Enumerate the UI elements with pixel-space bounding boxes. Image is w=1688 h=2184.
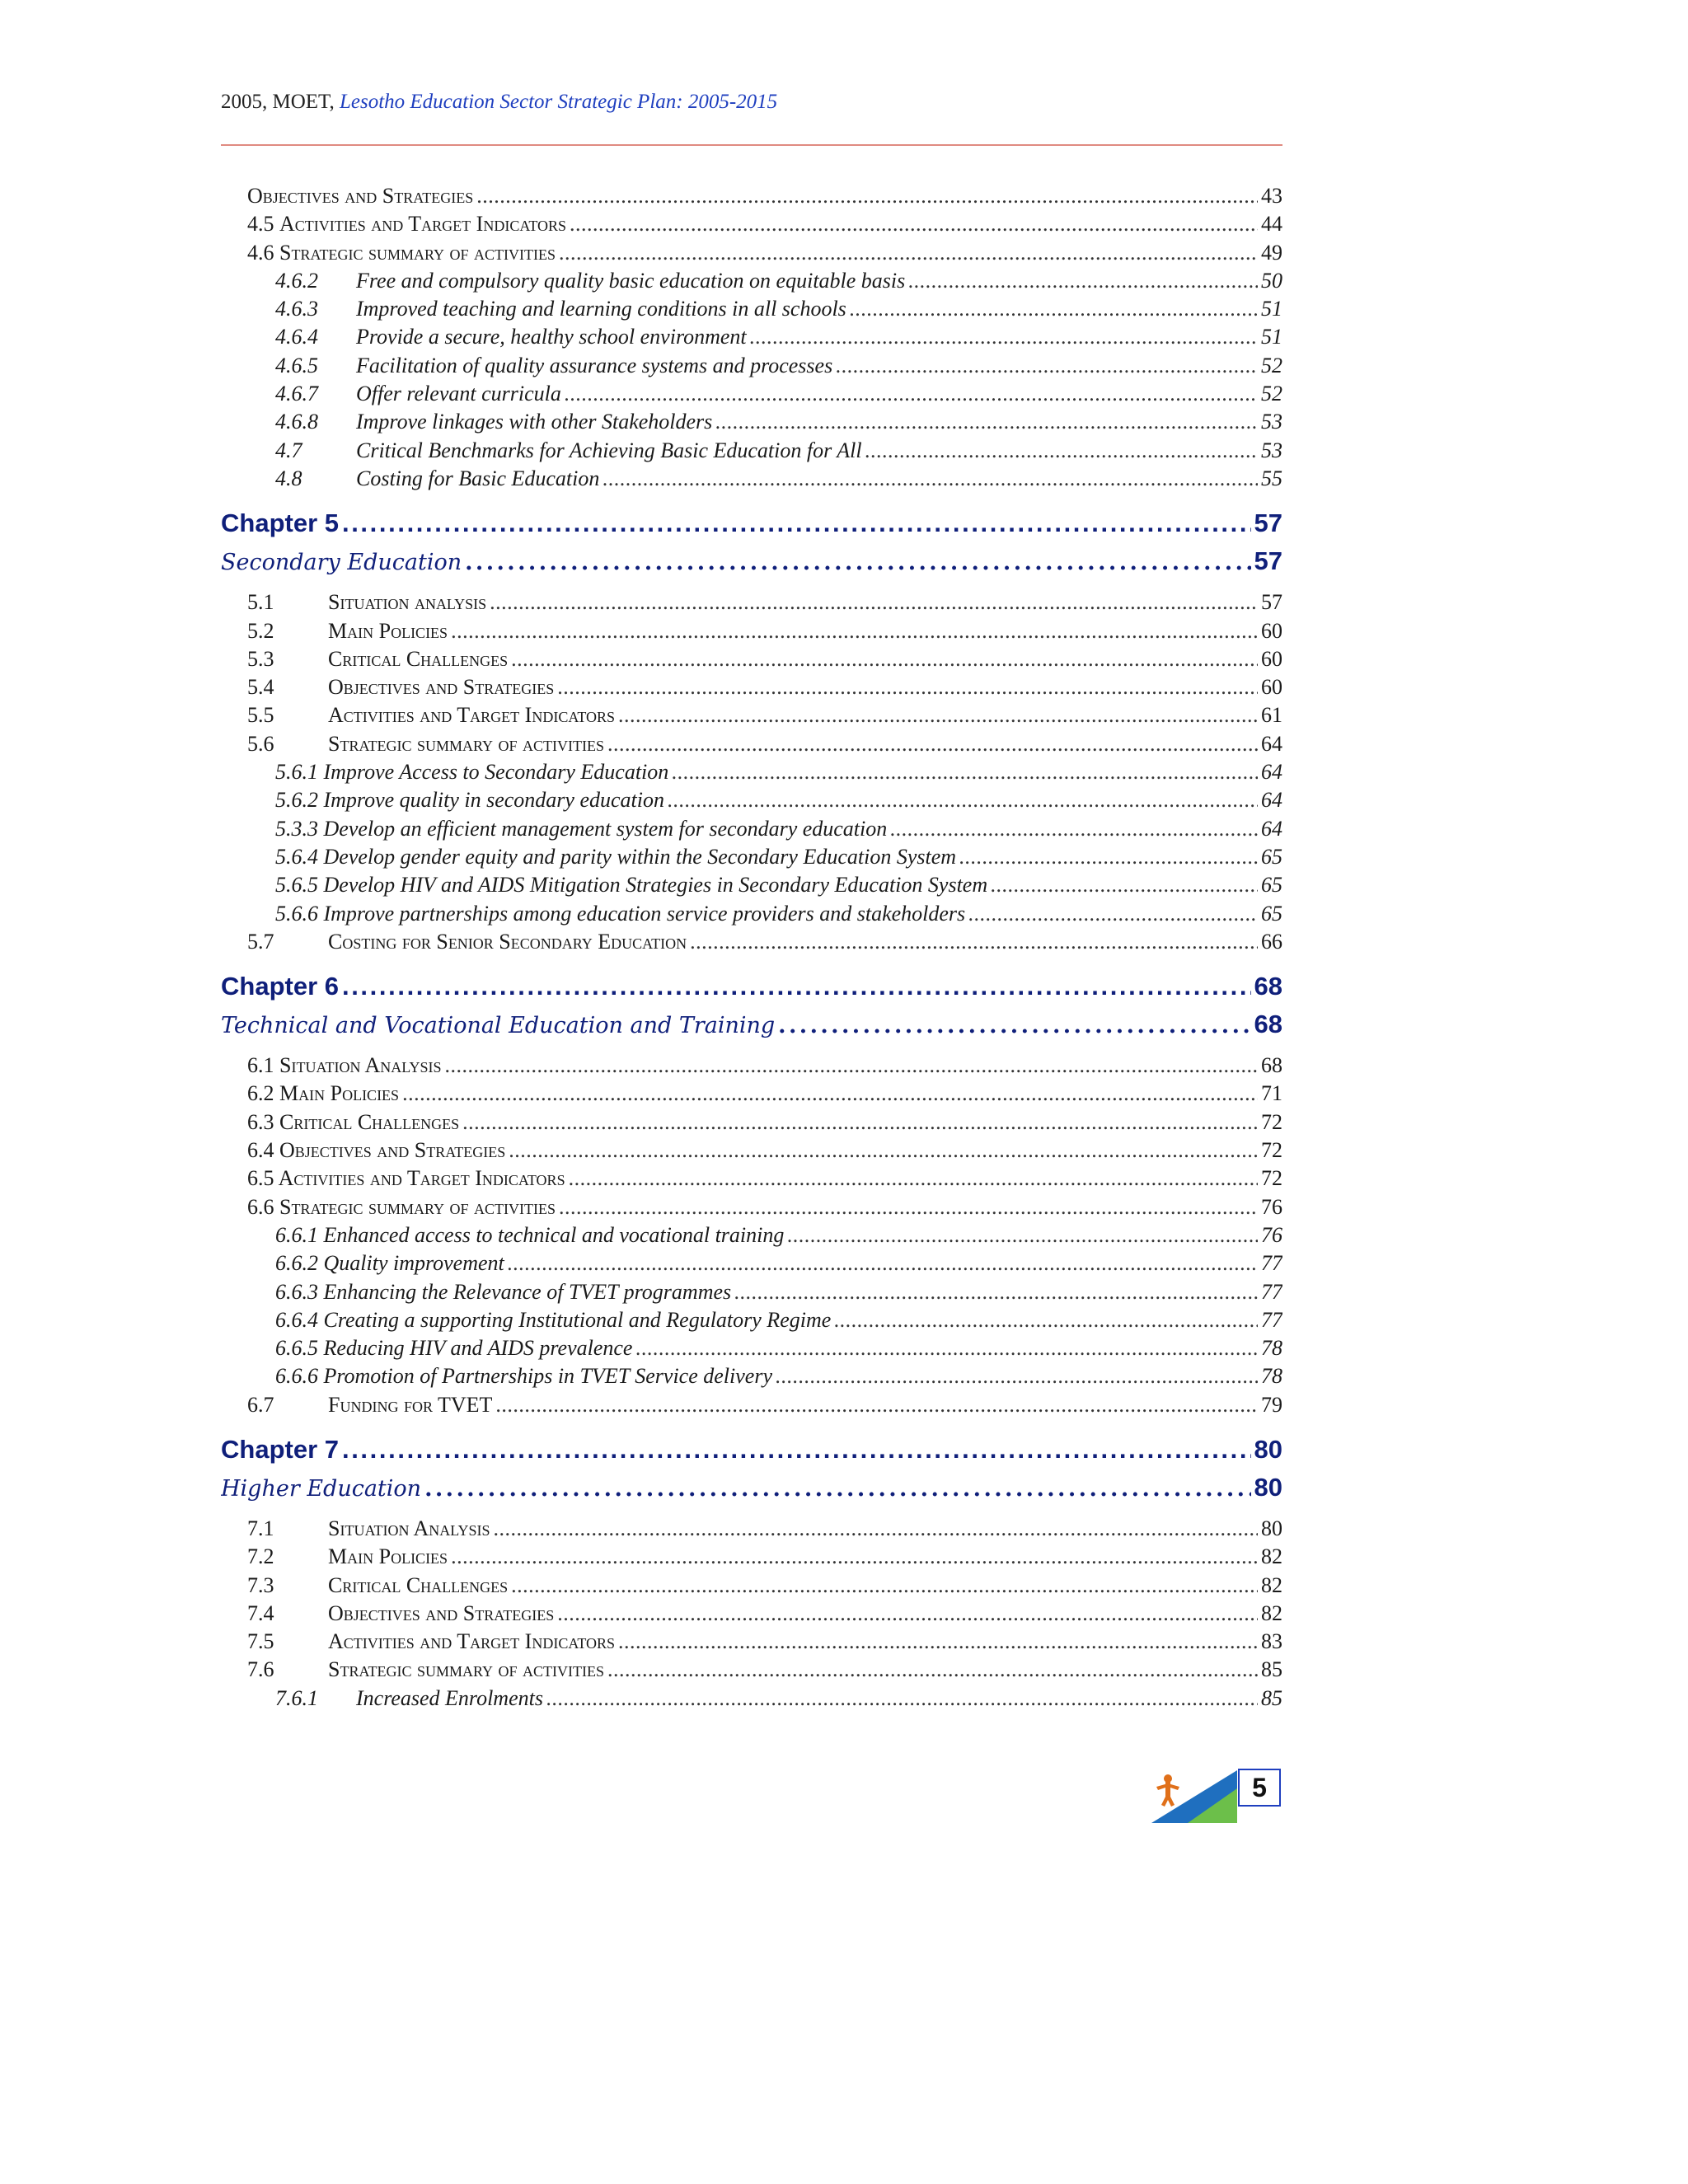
toc-chapter-heading[interactable]	[221, 968, 1282, 1005]
toc-entry-number: 7.1	[247, 1516, 274, 1540]
toc-entry-label: Activities and Target Indicators	[328, 1629, 616, 1654]
toc-entry[interactable]	[221, 645, 1282, 673]
table-of-contents	[221, 182, 1282, 1713]
toc-entry-number: 7.5	[247, 1629, 274, 1654]
toc-entry-label: Strategic summary of activities	[279, 240, 556, 265]
toc-entry-label: 6.3 Critical Challenges	[247, 1109, 460, 1134]
toc-entry-label: 6.4 Objectives and Strategies	[247, 1138, 506, 1163]
toc-entry-page: 61	[1261, 703, 1282, 728]
toc-entry[interactable]	[221, 182, 1282, 210]
toc-leader	[865, 437, 1258, 465]
toc-entry[interactable]	[221, 758, 1282, 786]
toc-leader	[565, 380, 1258, 408]
toc-entry-number: 4.6.7	[275, 382, 318, 406]
toc-entry[interactable]	[221, 1572, 1282, 1600]
toc-entry-page: 51	[1261, 325, 1282, 349]
toc-leader	[607, 730, 1258, 758]
toc-entry[interactable]	[221, 1165, 1282, 1193]
toc-entry-number: 5.1	[247, 590, 274, 615]
toc-entry-label: 6.6 Strategic summary of activities	[247, 1194, 556, 1219]
toc-leader	[559, 239, 1258, 267]
toc-leader	[424, 1470, 1250, 1507]
toc-entry-page: 65	[1261, 901, 1282, 926]
toc-leader	[890, 815, 1258, 843]
toc-entry-label: 6.6.2 Quality improvement	[275, 1251, 504, 1276]
toc-entry[interactable]	[221, 295, 1282, 323]
running-header	[221, 86, 1284, 119]
toc-leader	[834, 1306, 1258, 1334]
toc-entry-number: 7.6.1	[275, 1685, 318, 1710]
toc-entry-label: Improved teaching and learning conditions in all schools	[356, 297, 846, 321]
toc-leader	[991, 871, 1258, 899]
toc-entry-label: 6.6.5 Reducing HIV and AIDS prevalence	[275, 1336, 633, 1361]
toc-entry-page: 64	[1261, 731, 1282, 756]
toc-leader	[569, 1165, 1258, 1193]
toc-entry-number: 7.6	[247, 1657, 274, 1682]
toc-entry-label: Strategic summary of activities	[328, 731, 604, 756]
toc-entry[interactable]	[221, 1362, 1282, 1390]
toc-entry[interactable]	[221, 323, 1282, 351]
toc-leader	[908, 267, 1258, 295]
toc-leader	[451, 1543, 1258, 1571]
toc-part-page: 80	[1254, 1472, 1282, 1502]
toc-entry-number: 4.6.4	[275, 325, 318, 349]
toc-entry[interactable]	[221, 1656, 1282, 1684]
toc-entry[interactable]	[221, 871, 1282, 899]
toc-entry[interactable]	[221, 1543, 1282, 1571]
toc-entry-page: 78	[1261, 1364, 1282, 1389]
toc-entry[interactable]	[221, 1515, 1282, 1543]
toc-leader	[750, 323, 1258, 351]
toc-chapter-page: 80	[1254, 1434, 1282, 1464]
toc-chapter-label: Chapter 5	[221, 509, 339, 538]
toc-entry-number: 4.6.5	[275, 353, 318, 377]
toc-part-label: Secondary Education	[221, 550, 462, 576]
toc-entry-number: 5.5	[247, 703, 274, 728]
toc-leader	[342, 968, 1251, 1005]
toc-entry-number: 4.6.8	[275, 410, 318, 434]
toc-entry[interactable]	[221, 239, 1282, 267]
toc-entry-label: 5.3.3 Develop an efficient management system for secondary education	[275, 816, 888, 841]
toc-entry-label: Objectives and Strategies	[328, 675, 555, 700]
toc-leader	[672, 758, 1258, 786]
toc-entry-label: Increased Enrolments	[356, 1685, 543, 1710]
toc-entry[interactable]	[221, 1137, 1282, 1165]
toc-entry-page: 82	[1261, 1572, 1282, 1597]
toc-leader	[546, 1685, 1258, 1713]
toc-leader	[603, 465, 1258, 493]
toc-entry-label: 6.1 Situation Analysis	[247, 1053, 442, 1078]
toc-entry-page: 85	[1261, 1657, 1282, 1682]
toc-entry-page: 79	[1261, 1392, 1282, 1417]
toc-entry-label: Critical Challenges	[328, 1572, 509, 1597]
toc-chapter-page: 68	[1254, 972, 1282, 1001]
toc-entry-label: Activities and Target Indicators	[328, 703, 616, 728]
toc-entry-page: 83	[1261, 1629, 1282, 1654]
toc-leader	[342, 1431, 1251, 1469]
toc-entry-label: Objectives and Strategies	[247, 184, 474, 208]
toc-leader	[715, 408, 1258, 436]
toc-leader	[511, 645, 1258, 673]
toc-entry-page: 64	[1261, 816, 1282, 841]
toc-entry-number: 4.5	[247, 212, 274, 237]
toc-part-label: Higher Education	[221, 1475, 422, 1502]
toc-entry-page: 72	[1261, 1138, 1282, 1163]
toc-entry[interactable]	[221, 900, 1282, 928]
toc-leader	[508, 1249, 1258, 1277]
toc-entry-label: 5.6.5 Develop HIV and AIDS Mitigation Strategies in Secondary Education System	[275, 873, 988, 898]
toc-entry-number: 5.2	[247, 618, 274, 643]
toc-entry-page: 76	[1261, 1222, 1282, 1247]
toc-leader	[618, 1628, 1258, 1656]
toc-entry-label: Provide a secure, healthy school environment	[356, 325, 747, 349]
toc-entry-page: 49	[1261, 240, 1282, 265]
toc-entry-page: 76	[1261, 1194, 1282, 1219]
toc-entry-label: 6.2 Main Policies	[247, 1081, 400, 1106]
toc-entry-label: 6.6.1 Enhanced access to technical and vocational training	[275, 1222, 785, 1247]
toc-entry-page: 50	[1261, 268, 1282, 293]
toc-entry-number: 4.6.3	[275, 297, 318, 321]
toc-entry-page: 64	[1261, 788, 1282, 813]
toc-entry[interactable]	[221, 617, 1282, 645]
logo-emblem-icon	[1156, 1774, 1179, 1807]
toc-leader	[618, 701, 1258, 729]
toc-leader	[559, 1193, 1258, 1221]
toc-chapter-label: Chapter 6	[221, 972, 339, 1001]
toc-entry-label: Strategic summary of activities	[328, 1657, 604, 1682]
toc-entry-page: 64	[1261, 760, 1282, 785]
toc-entry-label: Critical Challenges	[328, 646, 509, 671]
toc-entry-number: 7.3	[247, 1572, 274, 1597]
toc-entry-page: 65	[1261, 844, 1282, 869]
toc-entry-page: 82	[1261, 1544, 1282, 1569]
toc-leader	[511, 1572, 1258, 1600]
toc-leader	[445, 1052, 1259, 1080]
toc-leader	[959, 843, 1258, 871]
toc-entry-label: Facilitation of quality assurance systems and processes	[356, 353, 833, 377]
header-document-title: Lesotho Education Sector Strategic Plan: 2005-2015	[339, 91, 778, 113]
toc-entry-number: 4.7	[275, 438, 302, 462]
toc-entry-page: 65	[1261, 873, 1282, 898]
toc-entry[interactable]	[221, 437, 1282, 465]
toc-entry[interactable]	[221, 210, 1282, 238]
toc-entry-label: Critical Benchmarks for Achieving Basic Education for All	[356, 438, 862, 462]
toc-entry[interactable]	[221, 465, 1282, 493]
toc-entry-number: 4.8	[275, 466, 302, 490]
toc-entry-page: 53	[1261, 438, 1282, 462]
toc-entry-label: 6.6.6 Promotion of Partnerships in TVET Service delivery	[275, 1364, 772, 1389]
toc-entry-label: Main Policies	[328, 618, 448, 643]
toc-entry-label: 5.6.4 Develop gender equity and parity within the Secondary Education System	[275, 844, 957, 869]
toc-entry-number: 7.4	[247, 1601, 274, 1625]
toc-entry[interactable]	[221, 843, 1282, 871]
toc-leader	[690, 928, 1258, 956]
toc-entry-page: 85	[1261, 1685, 1282, 1710]
toc-entry-label: Improve linkages with other Stakeholders	[356, 410, 713, 434]
toc-part-label: Technical and Vocational Education and Training	[221, 1013, 776, 1039]
toc-chapter-heading[interactable]	[221, 504, 1282, 542]
toc-leader	[734, 1278, 1258, 1306]
toc-entry-label: Costing for Basic Education	[356, 466, 600, 490]
toc-leader	[342, 504, 1251, 542]
toc-leader	[465, 544, 1250, 580]
toc-entry-page: 52	[1261, 382, 1282, 406]
toc-entry-page: 71	[1261, 1081, 1282, 1106]
toc-entry-page: 77	[1261, 1279, 1282, 1304]
toc-leader	[776, 1362, 1258, 1390]
toc-entry-page: 72	[1261, 1166, 1282, 1191]
toc-entry-label: Offer relevant curricula	[356, 382, 561, 406]
toc-entry-page: 77	[1261, 1251, 1282, 1276]
toc-leader	[557, 1600, 1258, 1628]
toc-entry-page: 78	[1261, 1336, 1282, 1361]
toc-part-page: 57	[1254, 546, 1282, 576]
toc-entry-page: 43	[1261, 184, 1282, 208]
toc-entry-number: 6.7	[247, 1392, 274, 1417]
toc-entry-number: 5.4	[247, 675, 274, 700]
toc-entry-label: 6.6.4 Creating a supporting Institutional and Regulatory Regime	[275, 1307, 832, 1332]
toc-entry-page: 80	[1261, 1516, 1282, 1540]
toc-entry-number: 4.6	[247, 240, 274, 265]
toc-entry-label: Situation Analysis	[328, 1516, 490, 1540]
toc-part-heading[interactable]	[221, 1005, 1282, 1043]
header-rule	[221, 144, 1282, 146]
toc-entry-label: Activities and Target Indicators	[279, 212, 567, 237]
toc-entry[interactable]	[221, 1628, 1282, 1656]
page-number: 5	[1238, 1769, 1281, 1807]
toc-entry[interactable]	[221, 588, 1282, 616]
toc-entry-number: 7.2	[247, 1544, 274, 1569]
toc-leader	[451, 617, 1258, 645]
toc-leader	[402, 1080, 1258, 1108]
toc-entry-page: 66	[1261, 929, 1282, 954]
header-prefix: 2005, MOET,	[221, 91, 335, 113]
toc-entry[interactable]	[221, 1249, 1282, 1277]
toc-leader	[494, 1515, 1259, 1543]
toc-entry-page: 72	[1261, 1109, 1282, 1134]
toc-leader	[557, 673, 1258, 701]
toc-entry[interactable]	[221, 1193, 1282, 1221]
toc-leader	[778, 1007, 1250, 1043]
toc-leader	[490, 588, 1258, 616]
toc-entry-page: 77	[1261, 1307, 1282, 1332]
toc-entry-label: 5.6.1 Improve Access to Secondary Education	[275, 760, 669, 785]
toc-entry-page: 57	[1261, 590, 1282, 615]
toc-part-page: 68	[1254, 1010, 1282, 1039]
toc-entry-page: 82	[1261, 1601, 1282, 1625]
toc-entry[interactable]	[221, 673, 1282, 701]
toc-entry-label: Main Policies	[328, 1544, 448, 1569]
toc-leader	[607, 1656, 1258, 1684]
toc-entry[interactable]	[221, 1108, 1282, 1137]
toc-entry-page: 53	[1261, 410, 1282, 434]
toc-entry[interactable]	[221, 1052, 1282, 1080]
toc-entry[interactable]	[221, 380, 1282, 408]
toc-leader	[850, 295, 1258, 323]
toc-part-heading[interactable]	[221, 542, 1282, 580]
toc-entry[interactable]	[221, 1278, 1282, 1306]
toc-entry-number: 4.6.2	[275, 268, 318, 293]
toc-entry[interactable]	[221, 352, 1282, 380]
toc-entry[interactable]	[221, 1221, 1282, 1249]
toc-entry-number: 5.7	[247, 929, 274, 954]
toc-leader	[570, 210, 1258, 238]
toc-leader	[668, 786, 1258, 814]
toc-chapter-label: Chapter 7	[221, 1434, 339, 1464]
toc-entry[interactable]	[221, 1391, 1282, 1419]
toc-entry-label: 5.6.6 Improve partnerships among education service providers and stakeholders	[275, 901, 966, 926]
toc-entry-label: Costing for Senior Secondary Education	[328, 929, 687, 954]
toc-entry-page: 44	[1261, 212, 1282, 237]
toc-entry-label: Funding for TVET	[328, 1392, 493, 1417]
toc-entry-page: 51	[1261, 297, 1282, 321]
toc-entry-page: 60	[1261, 675, 1282, 700]
toc-leader	[476, 182, 1258, 210]
toc-leader	[509, 1137, 1258, 1165]
toc-leader	[635, 1334, 1258, 1362]
toc-leader	[495, 1391, 1258, 1419]
toc-entry-label: Situation analysis	[328, 590, 487, 615]
toc-entry-label: Free and compulsory quality basic education on equitable basis	[356, 268, 906, 293]
toc-chapter-page: 57	[1254, 509, 1282, 538]
toc-entry-page: 60	[1261, 646, 1282, 671]
toc-entry[interactable]	[221, 730, 1282, 758]
toc-entry-number: 5.3	[247, 646, 274, 671]
toc-leader	[462, 1108, 1258, 1137]
toc-entry-page: 55	[1261, 466, 1282, 490]
toc-entry[interactable]	[221, 928, 1282, 956]
toc-entry-page: 52	[1261, 353, 1282, 377]
toc-entry-page: 68	[1261, 1053, 1282, 1078]
toc-leader	[968, 900, 1258, 928]
toc-entry-label: 5.6.2 Improve quality in secondary education	[275, 788, 664, 813]
toc-entry[interactable]	[221, 786, 1282, 814]
toc-entry[interactable]	[221, 408, 1282, 436]
toc-entry[interactable]	[221, 1306, 1282, 1334]
toc-entry[interactable]	[221, 815, 1282, 843]
toc-entry-number: 5.6	[247, 731, 274, 756]
toc-entry[interactable]	[221, 1600, 1282, 1628]
toc-entry[interactable]	[221, 1685, 1282, 1713]
toc-entry-label: 6.6.3 Enhancing the Relevance of TVET programmes	[275, 1279, 732, 1304]
toc-entry[interactable]	[221, 1080, 1282, 1108]
toc-entry-label: 6.5 Activities and Target Indicators	[247, 1166, 565, 1191]
toc-chapter-heading[interactable]	[221, 1431, 1282, 1469]
toc-entry[interactable]	[221, 1334, 1282, 1362]
toc-part-heading[interactable]	[221, 1469, 1282, 1507]
toc-entry[interactable]	[221, 267, 1282, 295]
toc-leader	[836, 352, 1258, 380]
toc-entry[interactable]	[221, 701, 1282, 729]
toc-entry-label: Objectives and Strategies	[328, 1601, 555, 1625]
ministry-logo-icon	[1148, 1764, 1239, 1825]
toc-entry-page: 60	[1261, 618, 1282, 643]
toc-leader	[787, 1221, 1258, 1249]
